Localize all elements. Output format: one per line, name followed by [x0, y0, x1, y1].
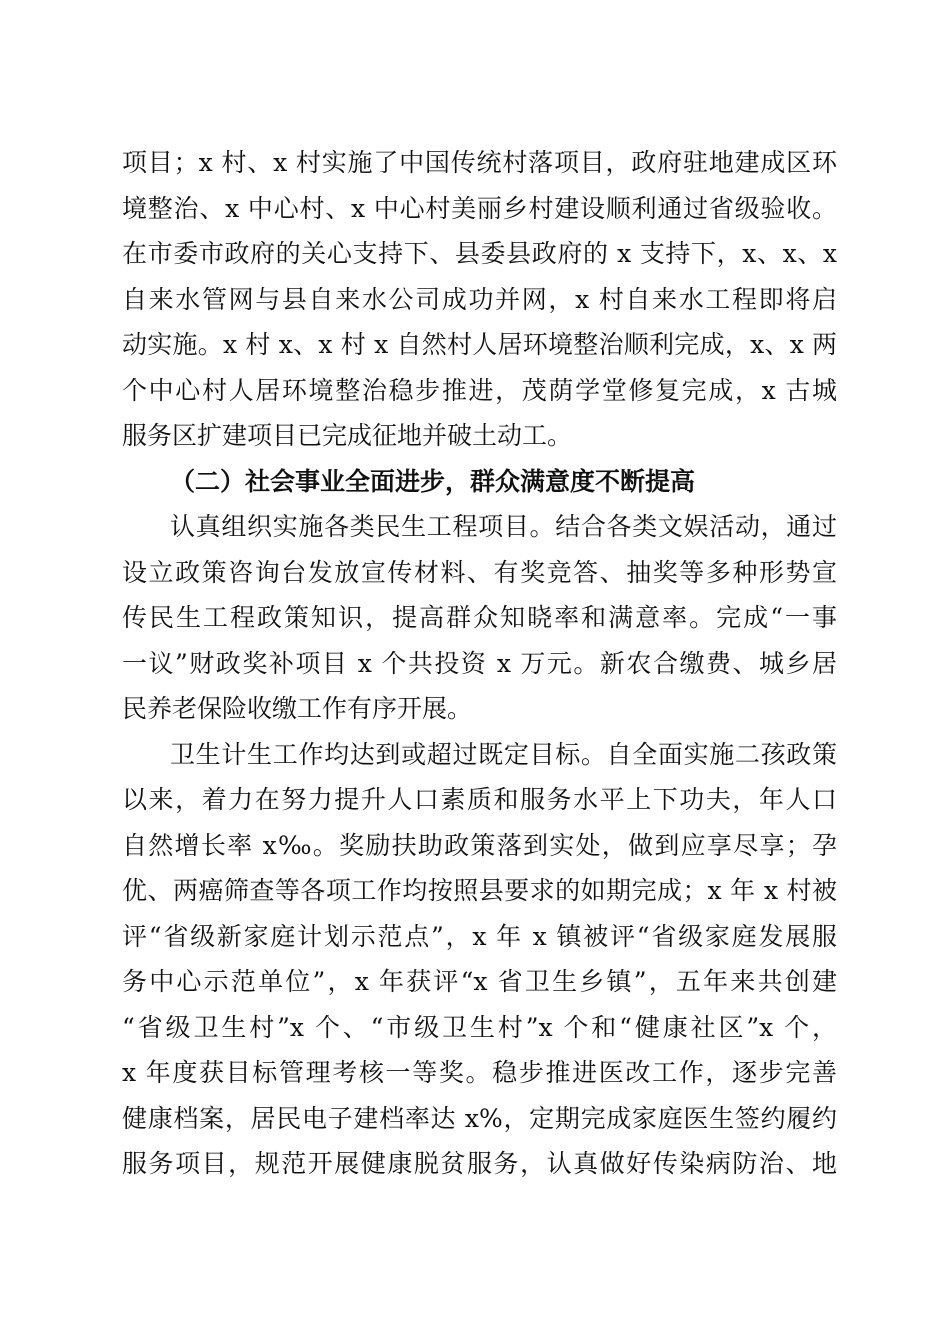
text-line: 在市委市政府的关心支持下、县委县政府的 x 支持下，x、x、x	[122, 239, 837, 268]
text-line: 传民生工程政策知识，提高群众知晓率和满意率。完成“一事	[122, 603, 837, 632]
text-line: 以来，着力在努力提升人口素质和服务水平上下功夫，年人口	[122, 785, 837, 814]
text-line: 项目；x 村、x 村实施了中国传统村落项目，政府驻地建成区环	[122, 148, 837, 177]
paragraph-first-line: 卫生计生工作均达到或超过既定目标。自全面实施二孩政策	[170, 739, 837, 769]
text-line: 评“省级新家庭计划示范点”，x 年 x 镇被评“省级家庭发展服	[122, 921, 837, 951]
text-line: 民养老保险收缴工作有序开展。	[122, 694, 473, 723]
text-line: 自来水管网与县自来水公司成功并网，x 村自来水工程即将启	[122, 284, 837, 314]
text-line: “省级卫生村”x 个、“市级卫生村”x 个和“健康社区”x 个，	[122, 1012, 837, 1042]
body-text	[122, 140, 837, 1187]
text-line: 服务区扩建项目已完成征地并破土动工。	[122, 421, 573, 450]
section-heading: （二）社会事业全面进步，群众满意度不断提高	[170, 466, 696, 496]
text-line: 自然增长率 x‰。奖励扶助政策落到实处，做到应享尽享；孕	[122, 830, 837, 860]
text-line: 务中心示范单位”，x 年获评“x 省卫生乡镇”，五年来共创建	[122, 967, 837, 996]
text-line: x 年度获目标管理考核一等奖。稳步推进医改工作，逐步完善	[122, 1058, 837, 1087]
text-line: 个中心村人居环境整治稳步推进，茂荫学堂修复完成，x 古城	[122, 375, 837, 405]
text-line: 优、两癌筛查等各项工作均按照县要求的如期完成；x 年 x 村被	[122, 876, 837, 905]
text-line: 设立政策咨询台发放宣传材料、有奖竞答、抽奖等多种形势宣	[122, 557, 837, 587]
text-line: 动实施。x 村 x、x 村 x 自然村人居环境整治顺利完成，x、x 两	[122, 330, 837, 359]
text-line: 健康档案，居民电子建档率达 x%，定期完成家庭医生签约履约	[122, 1103, 837, 1133]
text-line: 一议”财政奖补项目 x 个共投资 x 万元。新农合缴费、城乡居	[122, 648, 837, 678]
paragraph-first-line: 认真组织实施各类民生工程项目。结合各类文娱活动，通过	[170, 512, 837, 541]
text-line: 境整治、x 中心村、x 中心村美丽乡村建设顺利通过省级验收。	[122, 193, 837, 223]
text-line: 服务项目，规范开展健康脱贫服务，认真做好传染病防治、地	[122, 1149, 837, 1178]
